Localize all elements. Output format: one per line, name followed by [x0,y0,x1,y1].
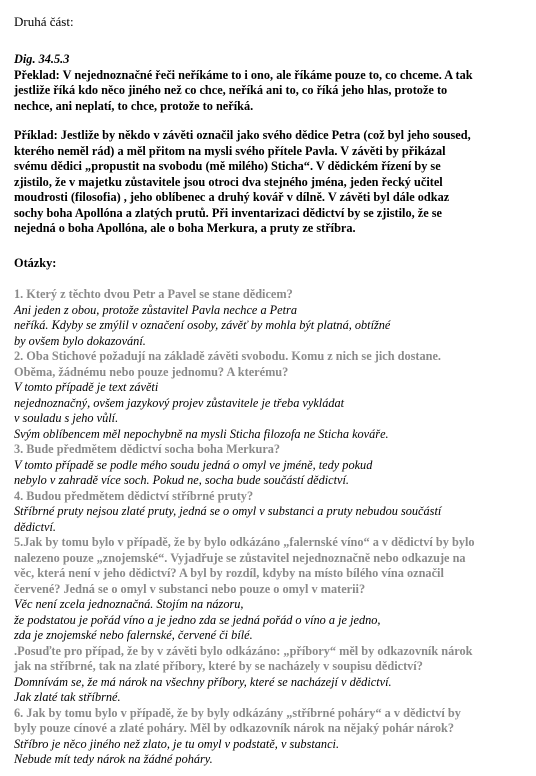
question-line: 2. Oba Stichové požadují na základě závěti svobodu. Komu z nich se jich dostane. [14,349,442,363]
question-line: .Posuďte pro případ, že by v závěti bylo odkázáno: „příbory“ měl by odkazovník nárok [14,643,473,658]
answer-line: zda je znojemské nebo falernské, červené či bílé. [14,628,253,642]
question-line: 6. Jak by tomu bylo v případě, že by byly odkázány „stříbrné poháry“ a v dědictví by [14,705,461,720]
question-line: 5.Jak by tomu bylo v případě, že by bylo odkázáno „falernské víno“ a v dědictví by bylo [14,535,475,549]
answer-line: Nebude mít tedy nárok na žádné poháry. [14,752,213,766]
answer-line: nebylo v zahradě více soch. Pokud ne, socha bude součástí dědictví. [14,473,349,487]
question-line: věc, která není v jeho dědictví? A byl by rozdíl, kdyby na místo bílého vína označil [14,566,444,580]
answer-line: Věc není zcela jednoznačná. Stojím na názoru, [14,597,244,611]
digest-reference: Dig. 34.5.3 [14,52,70,66]
example-line: nejedná o boha Apollóna, ale o boha Merkura, a pruty ze stříbra. [14,221,356,235]
answer-line: Stříbro je něco jiného než zlato, je tu omyl v podstatě, v substanci. [14,736,340,751]
answer-line: že podstatou je pořád víno a je jedno zda se jedná pořád o víno a je jedno, [14,612,381,627]
answer-line: V tomto případě je text závěti [14,380,159,394]
question-line: byly pouze cínové a zlaté poháry. Měl by odkazovník nárok na nějaký pohár nárok? [14,721,455,735]
answer-line: Stříbrné pruty nejsou zlaté pruty, jedná se o omyl v substanci a pruty nebudou součástí [14,504,442,518]
question-line: 4. Budou předmětem dědictví stříbrné pruty? [14,488,254,503]
answer-line: V tomto případě se podle mého soudu jedná o omyl ve jméně, tedy pokud [14,457,373,472]
example-line: Příklad: Jestliže by někdo v závěti označil jako svého dědice Petra (což byl jeho soused, [14,128,471,142]
question-line: Oběma, žádnému nebo pouze jednomu? A kterému? [14,364,289,379]
translation-line: Překlad: V nejednoznačné řeči neříkáme to i ono, ale říkáme pouze to, co chceme. A tak [14,67,473,82]
question-line: nalezeno pouze „znojemské“. Vyjadřuje se zůstavitel nejednoznačně nebo odkazuje na [14,550,466,565]
part-heading: Druhá část: [14,14,74,29]
example-line: svému dědici „propustit na svobodu (mě milého) Sticha“. V dědickém řízení by se [14,159,441,173]
example-line: moudrosti (filosofia) , jeho oblíbenec a druhý kovář v dílně. V závěti byl dále odkaz [14,190,450,204]
questions-heading: Otázky: [14,256,57,270]
example-line: zjistilo, že v majetku zůstavitele jsou otroci dva stejného jména, jeden řecký učitel [14,174,443,189]
answer-line: by ovšem bylo dokazování. [14,333,146,348]
question-line: 3. Bude předmětem dědictví socha boha Merkura? [14,442,281,456]
translation-section [14,52,526,114]
answer-line: nejednoznačný, ovšem jazykový projev zůstavitele je třeba vykládat [14,395,345,410]
answer-line: Domnívám se, že má nárok na všechny příbory, které se nacházejí v dědictví. [14,674,392,689]
question-line: červené? Jedná se o omyl v substanci nebo pouze o omyl v materii? [14,581,366,596]
translation-line: nechce, ani neplatí, to chce, protože to neříká. [14,98,254,113]
answer-line: neříká. Kdyby se zmýlil v označení osoby, závěť by mohla být platná, obtížné [14,318,391,332]
example-line: sochy boha Apollóna a zlatých prutů. Při inventarizaci dědictví by se zjistilo, že se [14,205,442,220]
answer-line: Jak zlaté tak stříbrné. [14,690,121,704]
question-line: 1. Který z těchto dvou Petr a Pavel se stane dědicem? [14,287,293,301]
translation-line: jestliže říká kdo něco jiného než co chce, neříká ani to, co říká jeho hlas, protože to [14,83,448,97]
answer-line: Svým oblíbencem měl nepochybně na mysli Sticha filozofa ne Sticha kováře. [14,426,389,441]
questions-answers [14,287,526,768]
answer-line: Ani jeden z obou, protože zůstavitel Pavla nechce a Petra [14,302,297,317]
answer-line: v souladu s jeho vůlí. [14,411,119,425]
example-section [14,128,526,237]
question-line: jak na stříbrné, tak na zlaté příbory, které by se nacházely v soupisu dědictví? [14,659,423,673]
answer-line: dědictví. [14,519,56,534]
example-line: kterého neměl rád) a měl přitom na mysli svého přítele Pavla. V závěti by přikázal [14,143,446,158]
